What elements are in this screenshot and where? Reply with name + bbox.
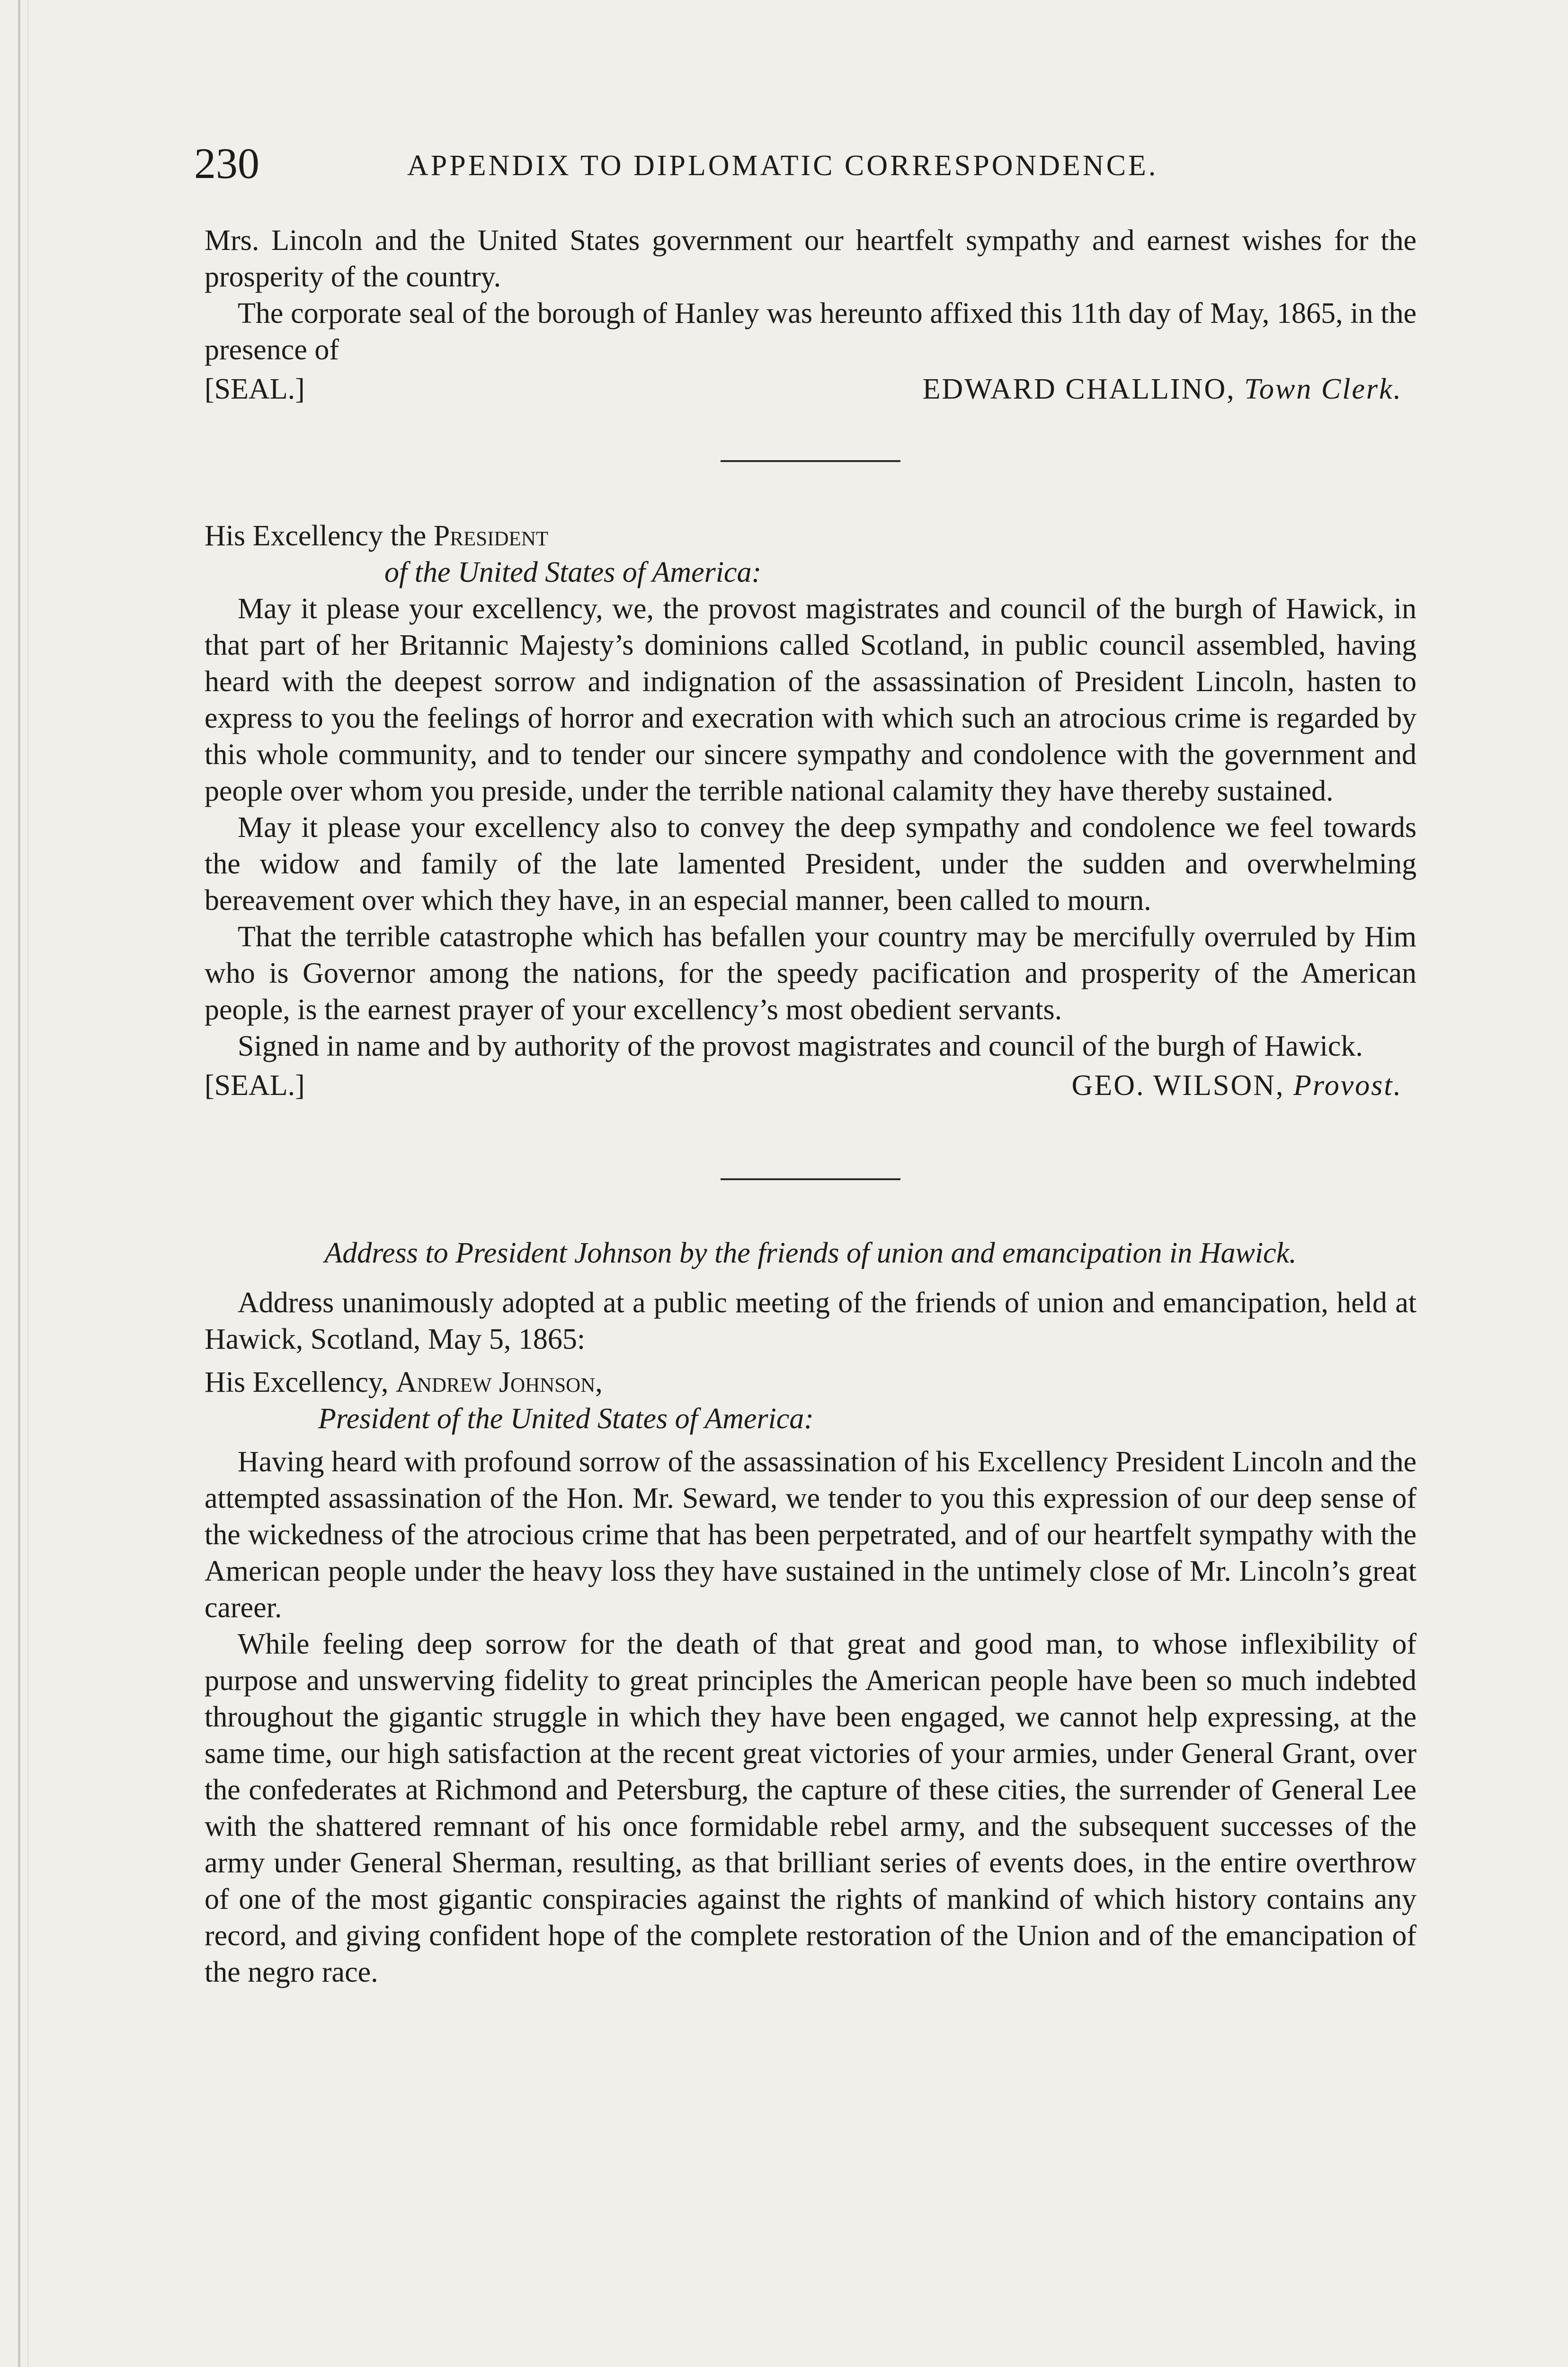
page-body	[205, 222, 1417, 1991]
hanley-signer-name: EDWARD CHALLINO,	[922, 373, 1236, 405]
hawick-council-address	[205, 518, 1417, 1107]
page-gutter-line	[27, 0, 28, 2367]
page-gutter-shadow	[18, 0, 20, 2367]
hanley-signer	[923, 371, 1402, 408]
hanley-seal-label: [SEAL.]	[205, 373, 305, 405]
hawick-union-title: Address to President Johnson by the friends of union and emancipation in Hawick.	[324, 1237, 1297, 1269]
section-divider	[721, 460, 900, 462]
hawick-council-signer-name: GEO. WILSON,	[1071, 1069, 1285, 1102]
hawick-union-paragraph: While feeling deep sorrow for the death of that great and good man, to whose inflexibility of purpose and unswerving fidelity to great principles the American people have been so much indebted throughout the gigantic struggle in which they have been engaged, we cannot help expressing, at the same time, our high satisfaction at the recent great victories of your armies, under General Grant, over the confederates at Richmond and Petersburg, the capture of these cities, the surrender of General Lee with the shattered remnant of his once formidable rebel army, and the subsequent successes of the army under General Sherman, resulting, as that brilliant series of events does, in the entire overthrow of one of the most gigantic conspiracies against the rights of mankind of which history contains any record, and giving confident hope of the complete restoration of the Union and of the emancipation of the negro race.	[205, 1628, 1417, 1988]
section-divider	[721, 1178, 900, 1180]
hawick-union-address	[205, 1235, 1417, 1991]
hanley-continuation-paragraph: Mrs. Lincoln and the United States government our heartfelt sympathy and earnest wishes for the prosperity of the country.	[205, 224, 1417, 293]
hawick-council-salutation-sub: of the United States of America:	[384, 556, 762, 588]
hanley-signer-title: Town Clerk.	[1244, 373, 1402, 405]
hawick-council-salutation-prefix: His Excellency the	[205, 520, 434, 552]
page-number: 230	[194, 139, 259, 187]
hawick-council-paragraph: Signed in name and by authority of the provost magistrates and council of the burgh of Hawick.	[238, 1030, 1363, 1062]
hawick-union-salutation-sub: President of the United States of America:	[318, 1403, 814, 1435]
hawick-union-intro: Address unanimously adopted at a public meeting of the friends of union and emancipation, held at Hawick, Scotland, May 5, 1865:	[205, 1287, 1417, 1355]
hawick-council-paragraph: May it please your excellency, we, the provost magistrates and council of the burgh of Hawick, in that part of her Britannic Majesty’s dominions called Scotland, in public council assembled, having heard with the deepest sorrow and indignation of the assassination of President Lincoln, hasten to express to you the feelings of horror and execration with which such an atrocious crime is regarded by this whole community, and to tender our sincere sympathy and condolence with the government and people over whom you preside, under the terrible national calamity they have thereby sustained.	[205, 593, 1417, 807]
hanley-address-end	[205, 222, 1417, 411]
hawick-union-salutation	[205, 1364, 1417, 1401]
hawick-council-salutation-title: President	[433, 520, 549, 552]
hanley-signature-line	[205, 371, 1417, 411]
hawick-union-salutation-name: Andrew Johnson,	[396, 1366, 603, 1398]
hawick-council-signature-line	[205, 1068, 1417, 1107]
hawick-union-paragraph: Having heard with profound sorrow of the assassination of his Excellency President Lincoln and the attempted assassination of the Hon. Mr. Seward, we tender to you this expression of our deep sense of the wickedness of the atrocious crime that has been perpetrated, and of our heartfelt sympathy with the American people under the heavy loss they have sustained in the untimely close of Mr. Lincoln’s great career.	[205, 1446, 1417, 1624]
hawick-council-seal-label: [SEAL.]	[205, 1069, 305, 1102]
hawick-council-paragraph: May it please your excellency also to convey the deep sympathy and condolence we feel towards the widow and family of the late lamented President, under the sudden and overwhelming bereavement over which they have, in an especial manner, been called to mourn.	[205, 811, 1417, 917]
hawick-council-signer	[1072, 1068, 1402, 1104]
hanley-seal-paragraph: The corporate seal of the borough of Hanley was hereunto affixed this 11th day of May, 1865, in the presence of	[205, 297, 1417, 366]
running-head: APPENDIX TO DIPLOMATIC CORRESPONDENCE.	[407, 150, 1158, 182]
hawick-council-salutation	[205, 518, 1417, 554]
page-header	[194, 137, 1425, 189]
hawick-council-signer-title: Provost.	[1293, 1069, 1402, 1102]
hawick-union-salutation-prefix: His Excellency,	[205, 1366, 396, 1398]
hawick-council-paragraph: That the terrible catastrophe which has befallen your country may be mercifully overruled by Him who is Governor among the nations, for the speedy pacification and prosperity of the American people, is the earnest prayer of your excellency’s most obedient servants.	[205, 921, 1417, 1026]
